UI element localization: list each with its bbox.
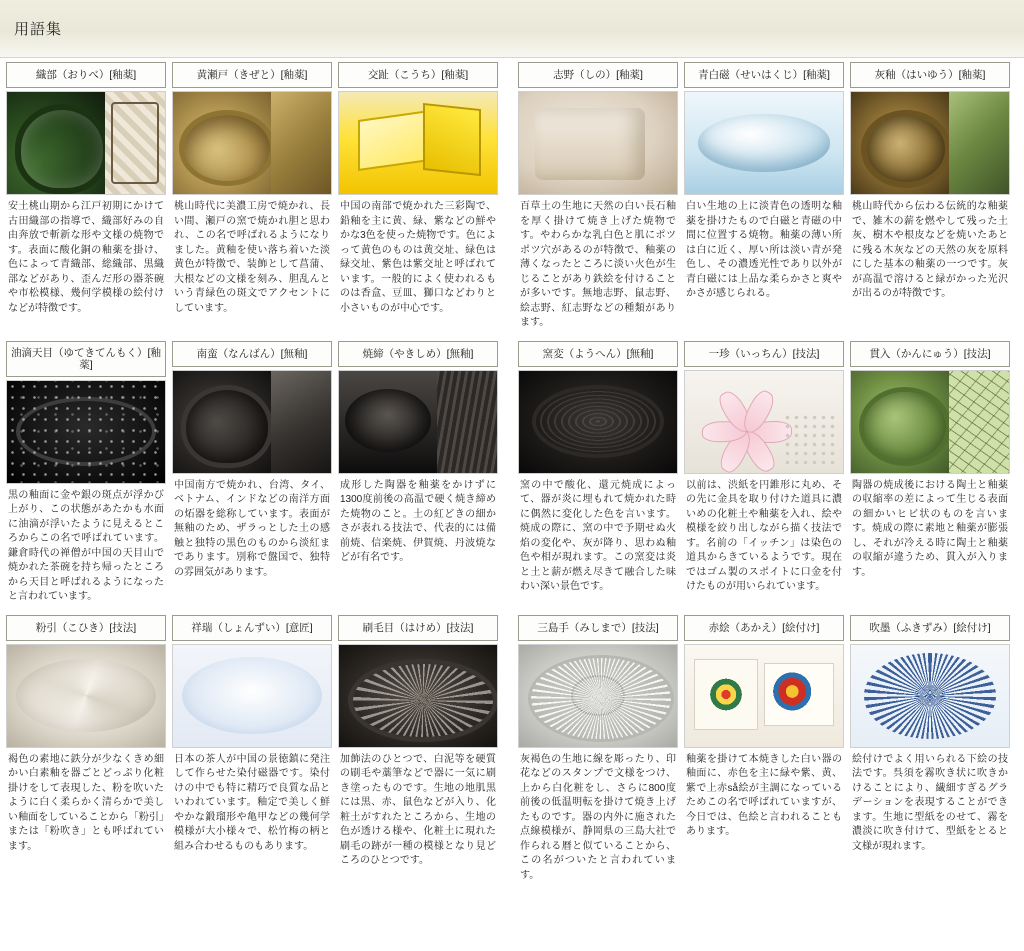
- glossary-card-kiseto[interactable]: [172, 62, 332, 339]
- haiyuu-photo: [850, 91, 1010, 195]
- glossary-card-haiyuu[interactable]: [850, 62, 1010, 339]
- glossary-card-kannyuu[interactable]: [850, 341, 1010, 613]
- card-description: 釉薬を掛けて本焼きした白い器の釉面に、赤色を主に緑や紫、黄、紫で上赤så絵が主調になっているためこの名で呼ばれていますが、今日では、色絵と言われることもあります。: [686, 753, 842, 838]
- fukizumi-photo: [850, 644, 1010, 748]
- yakishime-detail-image: [437, 371, 497, 473]
- card-title: 黄瀬戸（きぜと）[釉薬]: [172, 62, 332, 88]
- kouchi-photo: [338, 91, 498, 195]
- kiseto-detail-image: [271, 92, 331, 194]
- glossary-card-seihakuji[interactable]: [684, 62, 844, 339]
- oribe-vessel-image: [7, 92, 105, 194]
- glossary-card-yutekitenmoku[interactable]: [6, 341, 166, 613]
- glossary-card-hakeme[interactable]: [338, 615, 498, 892]
- card-description: 安土桃山期から江戸初期にかけて古田織部の指導で、織部好みの自由奔放で斬新な形や文様の焼物です。表面に酸化銅の釉薬を掛け、色によって青織部、総織部、黒織部などがあり、歪んだ形の器茶碗や市松模様、幾何学模様の絵付けなどが特徴です。: [8, 201, 164, 314]
- glossary-card-nanban[interactable]: [172, 341, 332, 613]
- card-description: 成形した陶器を釉薬をかけずに1300度前後の高温で硬く焼き締めた焼物のこと。土の紅どきの細かさが表れる技法で、代表的には備前焼、信楽焼、伊賀焼、丹波焼などが有名です。: [340, 479, 496, 563]
- column-gap: [504, 341, 518, 613]
- card-title: 織部（おりべ）[釉薬]: [6, 62, 166, 88]
- yuteki-photo: [6, 380, 166, 484]
- yuteki-oilspot-pattern: [7, 381, 165, 483]
- mishima-plate-image: [519, 645, 677, 747]
- card-description: 絵付けでよく用いられる下絵の技法です。呉須を霧吹き状に吹きかけることにより、繊細すぎるグラデーションを表現することができます。生地に型紙をのせて、霧を濃淡に吹き付けて、型紙をとると文様が現れます。: [852, 753, 1008, 852]
- youhen-vessel-image: [519, 371, 677, 473]
- card-description: 桃山時代に美濃工房で焼かれ、長い間、瀬戸の窯で焼かれ胆と思われ、この名で呼ばれるようになりました。黄釉を使い落ち着いた淡黄色が特徴で、装飾として菖蒲、大根などの文様を刻み、胆乱んという青緑色の斑文でアクセントにしています。: [174, 201, 330, 314]
- card-description: 灰褐色の生地に線を彫ったり、印花などのスタンプで文様をつけ、上から白化粧をし、さらに800度前後の低温明転を掛けて焼き上げたものです。器の内外に施された点線模様が、静岡県の三島大社で作られる暦と似ていることから、この名がついたと言われています。: [520, 753, 676, 881]
- nanban-vessel-image: [173, 371, 271, 473]
- seihakuji-plate-image: [685, 92, 843, 194]
- glossary-card-fukizumi[interactable]: [850, 615, 1010, 892]
- shino-vessel-image: [519, 92, 677, 194]
- youhen-rings: [532, 385, 665, 458]
- fukizumi-center: [914, 685, 946, 705]
- glossary-band: [6, 341, 1018, 615]
- card-title: 交趾（こうち）[釉薬]: [338, 62, 498, 88]
- shonzui-bowl-image: [173, 645, 331, 747]
- card-description: 桃山時代から伝わる伝統的な釉薬で、雑木の薪を燃やして残った土灰、樹木や根皮などを焼いたあとに残る木灰などの天然の灰を原料にした基本の釉薬の一つです。灰が高温で溶けると緑がかった光沢が出るのが特徴です。: [852, 201, 1008, 299]
- haiyuu-vessel-image: [851, 92, 949, 194]
- akae-right-dish: [764, 663, 834, 726]
- card-description: 中国の南部で焼かれた三彩陶で、鉛釉を主に黄、緑、紫などの鮮やかな3色を使った焼物です。色によって黄色のものは黄交址、緑色は緑交址、紫色は紫交址と呼ばれています。一般的によく使われるものは香盒、豆皿、獅口などわりと小さいものが中心です。: [340, 201, 496, 314]
- kannyuu-vessel-image: [851, 371, 949, 473]
- seihakuji-photo: [684, 91, 844, 195]
- card-title: 灰釉（はいゆう）[釉薬]: [850, 62, 1010, 88]
- glossary-card-yakishime[interactable]: [338, 341, 498, 613]
- kiseto-photo: [172, 91, 332, 195]
- shino-iron-painting: [557, 129, 627, 160]
- glossary-card-youhen[interactable]: [518, 341, 678, 613]
- card-title: 貫入（かんにゅう）[技法]: [850, 341, 1010, 367]
- glossary-card-shonzui[interactable]: [172, 615, 332, 892]
- card-description: 白い生地の上に淡青色の透明な釉薬を掛けたもので白磁と青磁の中間に位置する焼物。釉薬の薄い所は白に近く、厚い所は淡い青が発色し、その濃透光性であり以外が青白磁には上品な柔らかさと爽やかさが感じられる。: [686, 201, 842, 299]
- card-title: 志野（しの）[釉薬]: [518, 62, 678, 88]
- shonzui-photo: [172, 644, 332, 748]
- hakeme-plate-image: [339, 645, 497, 747]
- kannyuu-crackle-detail: [949, 371, 1009, 473]
- icchin-dot-pattern: [783, 413, 837, 464]
- kouchi-vessel-image: [339, 92, 497, 194]
- glossary-band: [6, 615, 1018, 894]
- yakishime-vessel-image: [339, 371, 437, 473]
- glossary-card-kouchi[interactable]: [338, 62, 498, 339]
- card-description: 褐色の素地に鉄分が少なくきめ細かい白素釉を器ごとどっぷり化粧掛けをして表現した、粉を吹いたように白く柔らかく清らかで美しい釉面をしていることから「粉引」または「粉吹き」とも呼ばれています。: [8, 753, 164, 852]
- glossary-card-kohiki[interactable]: [6, 615, 166, 892]
- card-description: 黒の釉面に金や銀の斑点が浮かび上がり、この状態があたかも水面に油滴が浮いたように見えるところからこの名で呼ばれています。鎌倉時代の禅僧が中国の天目山で焼かれた茶碗を持ち帰ったところから天目と呼ばれるようになったと言われています。: [8, 489, 164, 603]
- card-title: 青白磁（せいはくじ）[釉薬]: [684, 62, 844, 88]
- yakishime-photo: [338, 370, 498, 474]
- card-title: 吹墨（ふきずみ）[絵付け]: [850, 615, 1010, 641]
- haiyuu-detail-image: [949, 92, 1009, 194]
- kohiki-vessel-image: [7, 645, 165, 747]
- card-description: 加飾法のひとつで、白泥等を硬質の刷毛や藁筆などで器に一気に刷き塗ったものです。生地の地肌黒には黒、赤、鼠色などが入り、化粧土がすれたところから、生地の色が透ける様や、化粧土に現れた刷毛の跡が一種の模様となり見どころのひとつです。: [340, 753, 496, 867]
- glossary-card-akae[interactable]: [684, 615, 844, 892]
- card-title: 粉引（こひき）[技法]: [6, 615, 166, 641]
- card-title: 窯変（ようへん）[無釉]: [518, 341, 678, 367]
- glossary-card-mishima[interactable]: [518, 615, 678, 892]
- kiseto-bowl-image: [173, 92, 271, 194]
- icchin-plate-image: [685, 371, 843, 473]
- card-title: 一珍（いっちん）[技法]: [684, 341, 844, 367]
- mishima-center-medallion: [571, 675, 625, 716]
- glossary-band: [6, 62, 1018, 341]
- akae-left-dish: [694, 659, 757, 730]
- oribe-photo: [6, 91, 166, 195]
- icchin-photo: [684, 370, 844, 474]
- shino-photo: [518, 91, 678, 195]
- oribe-pattern-image: [105, 92, 165, 194]
- kohiki-photo: [6, 644, 166, 748]
- card-description: 以前は、渋紙を円錐形に丸め、その先に金具を取り付けた道具に濃いめの化粧土や釉薬を入れ、絵や模様を絞り出しながら描く技法です。名前の「イッチン」は染色の道具からきているようです。現在ではゴム製のスポイトに口金を付けたものが用いられています。: [686, 479, 842, 592]
- glossary-card-shino[interactable]: [518, 62, 678, 339]
- glossary-card-oribe[interactable]: [6, 62, 166, 339]
- card-description: 陶器の焼成後における陶土と釉薬の収縮率の差によって生じる表面の細かいヒビ状のものを言います。焼成の際に素地と釉薬が膨張し、それが冷える時に陶土と釉薬の収縮が違うため、貫入が入ります。: [852, 479, 1008, 578]
- glossary-card-icchin[interactable]: [684, 341, 844, 613]
- card-title: 南蛮（なんばん）[無釉]: [172, 341, 332, 367]
- akae-photo: [684, 644, 844, 748]
- column-gap: [504, 615, 518, 892]
- card-title: 油滴天目（ゆてきてんもく）[釉薬]: [6, 341, 166, 377]
- nanban-detail-image: [271, 371, 331, 473]
- icchin-flower-decoration: [698, 381, 796, 463]
- glossary-grid: [0, 58, 1024, 893]
- card-description: 窯の中で酸化、還元焼成によって、器が炎に埋もれて焼かれた時に偶然に変化した色を言います。焼成の際に、窯の中で予期せぬ火焰の変化や、灰が降り、思わぬ釉色や相が現れます。この窯変は炎と土と薪が燃え尽きて融合した味わい深い景色です。: [520, 479, 676, 592]
- hakeme-photo: [338, 644, 498, 748]
- card-description: 中国南方で焼かれ、台湾、タイ、ベトナム、インドなどの南洋方面の炻器を総称しています。表面が無釉のため、ザラっとした土の感触と独特の黒色のものから淡紅まであります。別称で盤国で、独特の雰囲気があります。: [174, 479, 330, 578]
- nanban-photo: [172, 370, 332, 474]
- youhen-photo: [518, 370, 678, 474]
- shonzui-blue-pattern: [195, 667, 309, 724]
- mishima-photo: [518, 644, 678, 748]
- akae-dish-image: [685, 645, 843, 747]
- kannyuu-photo: [850, 370, 1010, 474]
- glossary-bands: [6, 62, 1018, 893]
- card-title: 焼締（やきしめ）[無釉]: [338, 341, 498, 367]
- column-gap: [504, 62, 518, 339]
- page-title: 用語集: [14, 21, 63, 38]
- card-title: 赤絵（あかえ）[絵付け]: [684, 615, 844, 641]
- card-description: 日本の茶人が中国の景徳鎮に発注して作らせた染付磁器です。染付けの中でも特に精巧で良質な品といわれています。釉定で美しく鮮やかな鍛瑠形や亀甲などの幾何学模様が大小様々で、松竹梅の柄と組み合わせるものもあります。: [174, 753, 330, 852]
- card-description: 百草土の生地に天然の白い長石釉を厚く掛けて焼き上げた焼物です。やわらかな乳白色と肌にポツポツ穴があるのが特徴で、釉薬の薄くなったところに淡い火色が生じることがあり鉄絵を付けることが多いです。無地志野、鼠志野、絵志野、紅志野などの種類があります。: [520, 201, 676, 328]
- fukizumi-plate-image: [851, 645, 1009, 747]
- yuteki-bowl-image: [7, 381, 165, 483]
- page-banner: [0, 0, 1024, 58]
- card-title: 三島手（みしまで）[技法]: [518, 615, 678, 641]
- card-title: 刷毛目（はけめ）[技法]: [338, 615, 498, 641]
- card-title: 祥瑞（しょんずい）[意匠]: [172, 615, 332, 641]
